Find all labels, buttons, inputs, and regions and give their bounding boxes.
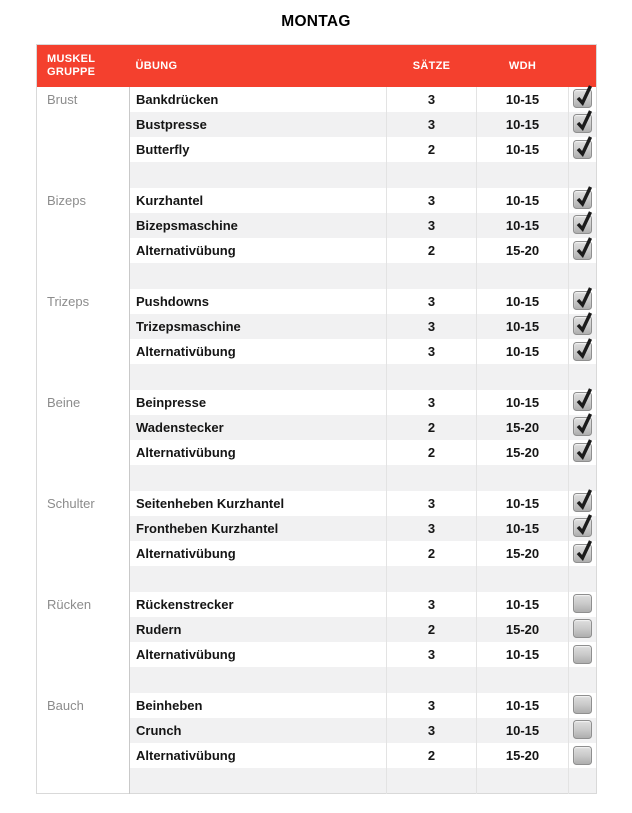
exercise-name: Kurzhantel — [136, 192, 204, 208]
muscle-group-label: Beine — [37, 390, 130, 491]
exercise-name: Alternativübung — [136, 748, 236, 764]
sets-value: 3 — [387, 87, 477, 112]
sets-value: 2 — [387, 415, 477, 440]
header-muscle-line2: GRUPPE — [47, 65, 96, 78]
reps-value: 10-15 — [477, 390, 569, 415]
sets-value: 3 — [387, 112, 477, 137]
checkmark-icon — [574, 311, 594, 335]
sets-value: 3 — [387, 213, 477, 238]
checkmark-icon — [574, 387, 594, 411]
exercise-name: Frontheben Kurzhantel — [136, 520, 279, 536]
reps-value: 10-15 — [477, 693, 569, 718]
exercise-checkbox[interactable] — [573, 241, 592, 260]
reps-value: 10-15 — [477, 592, 569, 617]
reps-value: 10-15 — [477, 314, 569, 339]
sets-value: 2 — [387, 238, 477, 263]
reps-value: 10-15 — [477, 87, 569, 112]
reps-value: 15-20 — [477, 415, 569, 440]
exercise-checkbox[interactable] — [573, 417, 592, 436]
exercise-checkbox[interactable] — [573, 544, 592, 563]
workout-table — [36, 44, 597, 794]
exercise-name: Beinheben — [136, 697, 203, 713]
checkmark-icon — [574, 185, 594, 209]
exercise-name: Alternativübung — [136, 647, 236, 663]
muscle-group-label: Rücken — [37, 592, 130, 693]
exercise-checkbox[interactable] — [573, 443, 592, 462]
muscle-group-label: Bizeps — [37, 188, 130, 289]
sets-value: 3 — [387, 693, 477, 718]
table-row — [37, 693, 597, 718]
sets-value: 3 — [387, 314, 477, 339]
exercise-name: Bizepsmaschine — [136, 217, 238, 233]
day-title: MONTAG — [281, 13, 351, 30]
reps-value: 15-20 — [477, 238, 569, 263]
sets-value: 3 — [387, 339, 477, 364]
reps-value: 10-15 — [477, 289, 569, 314]
reps-value: 15-20 — [477, 743, 569, 768]
exercise-checkbox[interactable] — [573, 316, 592, 335]
exercise-name: Alternativübung — [136, 243, 236, 259]
exercise-checkbox[interactable] — [573, 291, 592, 310]
sets-value: 2 — [387, 743, 477, 768]
muscle-group-label: Bauch — [37, 693, 130, 794]
exercise-name: Beinpresse — [136, 394, 207, 410]
reps-value: 10-15 — [477, 516, 569, 541]
exercise-name: Seitenheben Kurzhantel — [136, 495, 285, 511]
exercise-checkbox[interactable] — [573, 619, 592, 638]
exercise-name: Crunch — [136, 722, 182, 738]
checkmark-icon — [574, 337, 594, 361]
exercise-checkbox[interactable] — [573, 645, 592, 664]
reps-value: 10-15 — [477, 491, 569, 516]
exercise-checkbox[interactable] — [573, 493, 592, 512]
sets-value: 2 — [387, 440, 477, 465]
column-header-checkbox — [569, 45, 597, 87]
exercise-name: Alternativübung — [136, 546, 236, 562]
sets-value: 3 — [387, 642, 477, 667]
exercise-checkbox[interactable] — [573, 89, 592, 108]
checkmark-icon — [574, 438, 594, 462]
reps-value: 10-15 — [477, 137, 569, 162]
checkmark-icon — [574, 539, 594, 563]
reps-value: 10-15 — [477, 188, 569, 213]
exercise-checkbox[interactable] — [573, 392, 592, 411]
sets-value: 3 — [387, 491, 477, 516]
reps-value: 15-20 — [477, 440, 569, 465]
sets-value: 2 — [387, 541, 477, 566]
table-row — [37, 188, 597, 213]
exercise-checkbox[interactable] — [573, 114, 592, 133]
muscle-group-label: Brust — [37, 87, 130, 188]
table-row — [37, 592, 597, 617]
exercise-checkbox[interactable] — [573, 190, 592, 209]
sets-value: 3 — [387, 592, 477, 617]
column-header-muscle-group — [37, 45, 130, 87]
exercise-name: Bankdrücken — [136, 91, 219, 107]
checkmark-icon — [574, 236, 594, 260]
sets-value: 2 — [387, 617, 477, 642]
column-header-exercise: ÜBUNG — [130, 45, 387, 87]
column-header-sets: SÄTZE — [387, 45, 477, 87]
reps-value: 10-15 — [477, 339, 569, 364]
exercise-name: Alternativübung — [136, 344, 236, 360]
reps-value: 10-15 — [477, 718, 569, 743]
sets-value: 3 — [387, 289, 477, 314]
exercise-name: Pushdowns — [136, 293, 209, 309]
sets-value: 2 — [387, 137, 477, 162]
table-row — [37, 390, 597, 415]
exercise-checkbox[interactable] — [573, 342, 592, 361]
exercise-checkbox[interactable] — [573, 594, 592, 613]
reps-value: 10-15 — [477, 213, 569, 238]
table-row — [37, 289, 597, 314]
reps-value: 15-20 — [477, 541, 569, 566]
exercise-name: Wadenstecker — [136, 419, 224, 435]
column-header-reps: WDH — [477, 45, 569, 87]
exercise-name: Bustpresse — [136, 116, 207, 132]
checkmark-icon — [574, 286, 594, 310]
exercise-checkbox[interactable] — [573, 695, 592, 714]
reps-value: 15-20 — [477, 617, 569, 642]
reps-value: 10-15 — [477, 642, 569, 667]
sets-value: 3 — [387, 516, 477, 541]
sets-value: 3 — [387, 390, 477, 415]
sets-value: 3 — [387, 718, 477, 743]
exercise-name: Rudern — [136, 621, 182, 637]
checkmark-icon — [574, 488, 594, 512]
muscle-group-label: Schulter — [37, 491, 130, 592]
checkmark-icon — [574, 513, 594, 537]
table-row — [37, 491, 597, 516]
table-row — [37, 87, 597, 112]
checkmark-icon — [574, 412, 594, 436]
checkmark-icon — [574, 109, 594, 133]
exercise-name: Butterfly — [136, 142, 190, 158]
checkmark-icon — [574, 84, 594, 108]
exercise-name: Alternativübung — [136, 445, 236, 461]
checkmark-icon — [574, 210, 594, 234]
exercise-checkbox[interactable] — [573, 746, 592, 765]
exercise-name: Trizepsmaschine — [136, 318, 241, 334]
sets-value: 3 — [387, 188, 477, 213]
reps-value: 10-15 — [477, 112, 569, 137]
exercise-name: Rückenstrecker — [136, 596, 234, 612]
muscle-group-label: Trizeps — [37, 289, 130, 390]
exercise-checkbox[interactable] — [573, 215, 592, 234]
workout-table-container — [36, 44, 596, 794]
header-muscle-line1: MUSKEL — [47, 52, 96, 65]
exercise-checkbox[interactable] — [573, 140, 592, 159]
header-row — [37, 45, 597, 87]
checkmark-icon — [574, 135, 594, 159]
exercise-checkbox[interactable] — [573, 518, 592, 537]
exercise-checkbox[interactable] — [573, 720, 592, 739]
